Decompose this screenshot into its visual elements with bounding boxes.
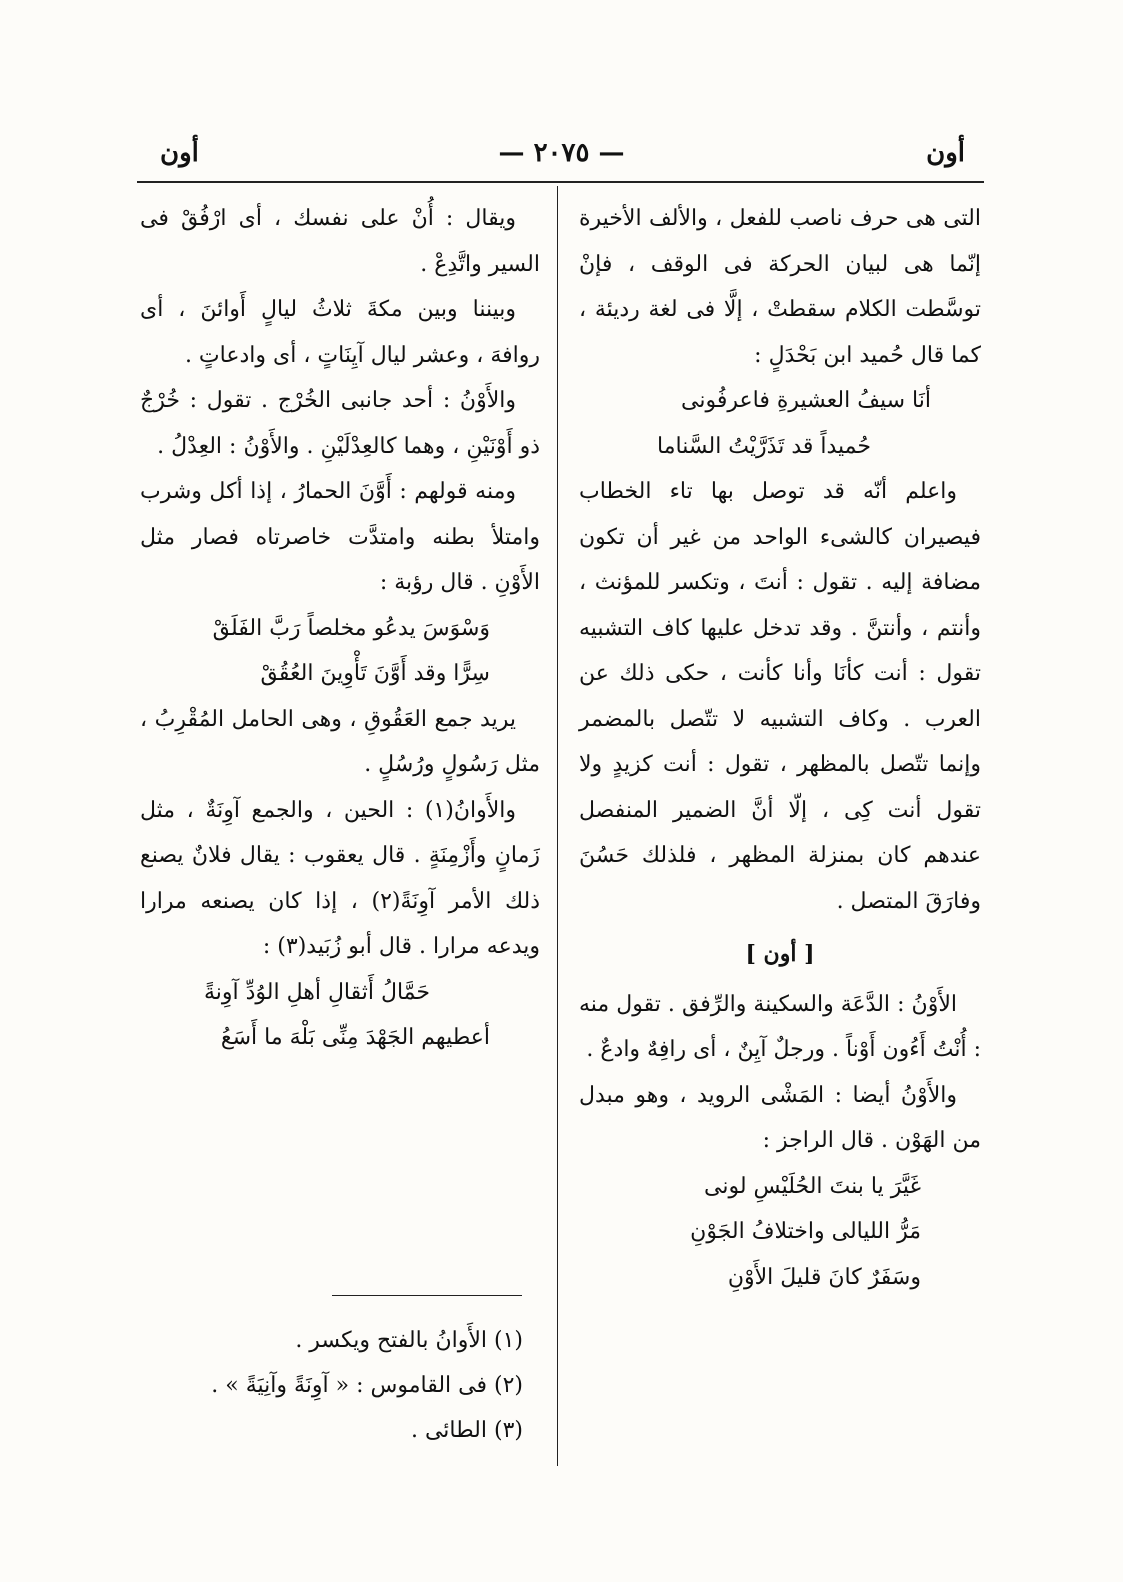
footnote: (١) الأَوانُ بالفتح ويكسر .	[295, 1328, 523, 1353]
paragraph: ويقال : أُنْ على نفسك ، أى ارْفُقْ فى السير واتَّدِعْ .	[140, 206, 540, 277]
verse-line: غَيَّرَ يا بنتَ الحُلَيْسِ لونى	[704, 1173, 921, 1199]
verse-line: أعطيهم الجَهْدَ مِنِّى بَلْهَ ما أَسَعُ	[220, 1025, 490, 1050]
verse-line: وَسْوَسَ يدعُو مخلصاً رَبَّ الفَلَقْ	[212, 615, 490, 641]
verse-line: مَرُّ الليالى واختلافُ الجَوْنِ	[690, 1219, 921, 1244]
verse-line: وسَفَرٌ كانَ قليلَ الأَوْنِ	[727, 1264, 921, 1290]
paragraph: التى هى حرف ناصب للفعل ، والألف الأخيرة إنّما هى لبيان الحركة فى الوقف ، فإنْ توسَّطت الكلام سقطتْ ، إلَّا فى لغة رديئة ، كما قال حُميد ابن بَحْدَلٍ :	[579, 206, 981, 368]
paragraph: والأَوْنُ : أحد جانبى الخُرْج . تقول : خُرْجٌ ذو أَوْنَيْنِ ، وهما كالعِدْلَيْنِ . والأَوْنُ : العِدْلُ .	[140, 388, 540, 459]
column-divider	[557, 186, 558, 1466]
header-keyword-left: أون	[160, 138, 199, 168]
verse-line: حُميداً قد تَذَرَّيْتُ السَّناما	[657, 433, 871, 459]
header-keyword-right: أون	[926, 138, 965, 168]
page-number: — ٢٠٧٥ —	[498, 138, 625, 168]
right-column	[579, 196, 981, 1300]
paragraph: والأَوانُ(١) : الحين ، والجمع آوِنَةٌ ، مثل زَمانٍ وأَزْمِنَةٍ . قال يعقوب : يقال فلانٌ يصنع ذلك الأمر آوِنَةً(٢) ، إذا كان يصنعه مرارا ويدعه مرارا . قال أبو زُبَيد(٣) :	[140, 797, 540, 959]
footnote-rule	[332, 1295, 522, 1296]
header-rule	[137, 181, 984, 183]
paragraph: وبيننا وبين مكةَ ثلاثُ ليالٍ أَوائنَ ، أى روافهَ ، وعشر ليال آيِنَاتٍ ، أى وادعاتٍ .	[140, 297, 540, 368]
paragraph: الأَوْنُ : الدَّعَة والسكينة والرِّفق . تقول منه : أُنْتُ أَءُون أَوْناً . ورجلٌ آيِنٌ ، أى رافِهٌ وادعٌ .	[579, 991, 981, 1062]
verse-line: أنَا سيفُ العشيرةِ فاعرفُونى	[681, 388, 931, 413]
paragraph: يريد جمع العَقُوقِ ، وهى الحامل المُقْرِبُ ، مثل رَسُولٍ ورُسُلٍ .	[140, 706, 540, 777]
footnote: (٣) الطائى .	[410, 1418, 523, 1443]
footnotes	[143, 1318, 523, 1453]
entry-heading: [ أون ]	[745, 941, 815, 967]
left-column	[140, 196, 540, 1061]
paragraph: واعلم أنّه قد توصل بها تاء الخطاب فيصيران كالشىء الواحد من غير أن تكون مضافة إليه . تقول : أنتَ ، وتكسر للمؤنث ، وأنتم ، وأنتنَّ . وقد تدخل عليها كاف التشبيه تقول : أنت كأنَا وأنا كأنت ، حكى ذلك عن العرب . وكاف التشبيه لا تتّصل بالمضمر وإنما تتّصل بالمظهر ، تقول : أنت كزيدٍ ولا تقول أنت كِى ، إلّا أنَّ الضمير المنفصل عندهم كان بمنزلة المظهر ، فلذلك حَسُنَ وفارَقَ المتصل .	[579, 479, 981, 914]
footnote: (٢) فى القاموس : « آوِنَةً وآنِيَةً » .	[211, 1373, 523, 1398]
verse-line: حَمَّالُ أَثقالِ أهلِ الوُدِّ آوِنةً	[203, 979, 430, 1005]
paragraph: والأَوْنُ أيضا : المَشْى الرويد ، وهو مبدل من الهَوْن . قال الراجز :	[579, 1082, 981, 1153]
verse-line: سِرًّا وقد أَوَّنَ تَأْوِينَ العُقُقْ	[260, 661, 490, 686]
paragraph: ومنه قولهم : أَوَّنَ الحمارُ ، إذا أكل وشرب وامتلأ بطنه وامتدَّت خاصرتاه فصار مثل الأَوْنِ . قال رؤبة :	[140, 479, 540, 595]
